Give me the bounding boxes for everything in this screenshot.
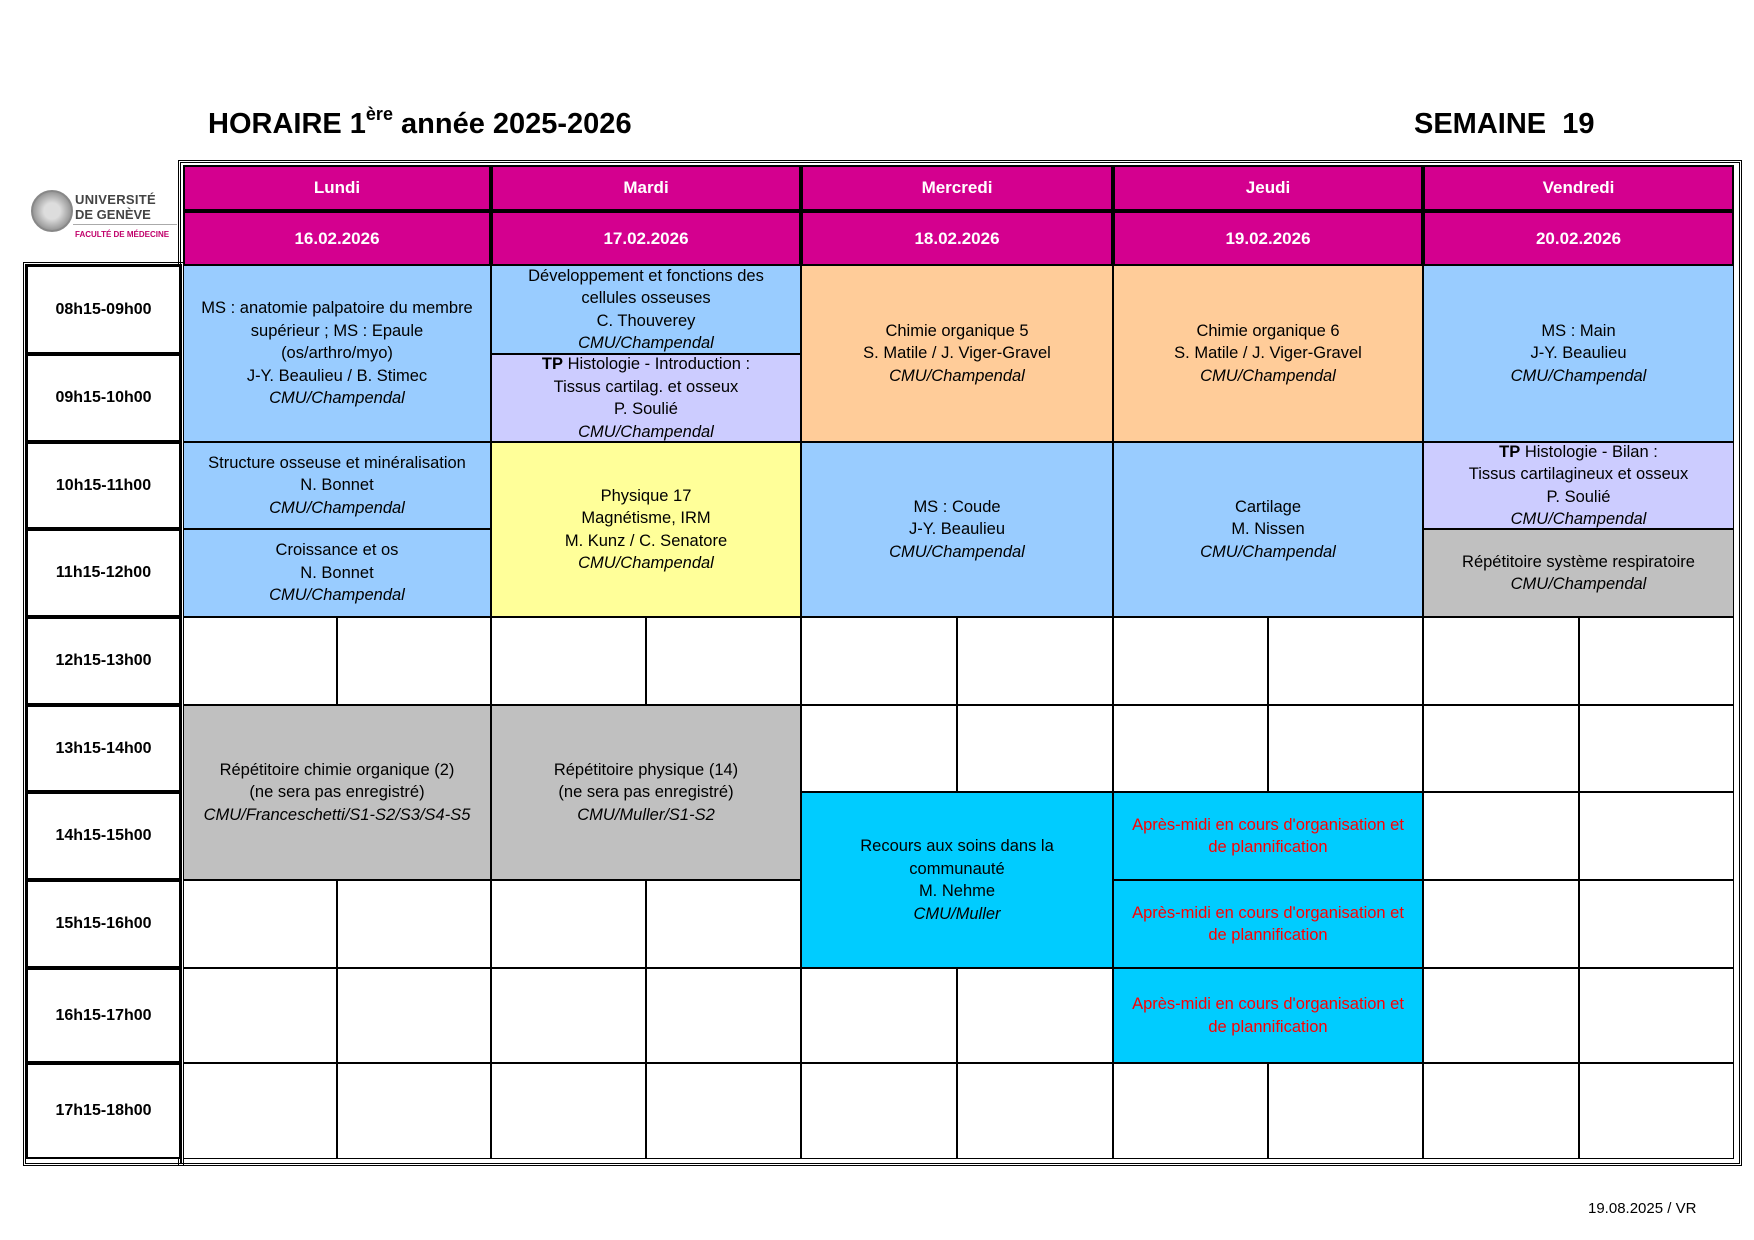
course-line <box>1174 342 1362 365</box>
course-line <box>565 530 727 553</box>
empty-slot[interactable] <box>646 1063 801 1159</box>
date-text: 19.02.2026 <box>1225 228 1311 248</box>
course-text: cellules osseuses <box>581 289 711 307</box>
day-header-lundi <box>183 165 491 211</box>
time-slot-label: 10h15-11h00 <box>26 442 181 529</box>
course-block[interactable] <box>491 442 801 617</box>
logo-line-2: DE GENÈVE <box>75 207 151 222</box>
course-line <box>554 376 739 399</box>
course-line <box>528 265 764 287</box>
empty-slot[interactable] <box>1423 880 1579 968</box>
empty-slot[interactable] <box>183 880 337 968</box>
course-text: N. Bonnet <box>300 476 374 495</box>
course-line <box>1132 993 1404 1016</box>
day-header-mercredi <box>801 165 1113 211</box>
course-text: N. Bonnet <box>300 563 374 582</box>
footer-revision: 19.08.2025 / VR <box>1588 1200 1697 1217</box>
tp-label: TP <box>1499 442 1521 461</box>
course-text: Croissance et os <box>275 541 399 560</box>
course-text: MS : Main <box>1541 321 1616 340</box>
university-seal-icon <box>31 190 73 232</box>
empty-slot[interactable] <box>183 1063 337 1159</box>
course-line <box>578 552 714 575</box>
day-name: Jeudi <box>1245 178 1291 197</box>
course-text: Chimie organique 6 <box>1196 321 1340 340</box>
course-block[interactable] <box>183 529 491 617</box>
course-block[interactable] <box>1113 265 1423 442</box>
course-line <box>1541 320 1615 343</box>
course-line <box>581 507 710 530</box>
course-text: S. Matile / J. Viger-Gravel <box>863 344 1051 363</box>
course-line <box>1196 320 1339 343</box>
course-text: J-Y. Beaulieu <box>1530 344 1627 363</box>
course-line <box>558 781 733 804</box>
course-text: CMU/Champendal <box>269 586 405 605</box>
course-text: M. Nehme <box>918 882 996 900</box>
empty-slot[interactable] <box>1113 1063 1268 1159</box>
course-text: Après-midi en cours d'organisation et <box>1132 995 1404 1013</box>
course-line <box>1208 924 1327 947</box>
title-main: HORAIRE 1 <box>208 108 366 140</box>
course-line <box>269 584 405 607</box>
course-line <box>269 497 405 520</box>
empty-slot[interactable] <box>491 617 646 705</box>
course-block[interactable] <box>801 265 1113 442</box>
course-line <box>1200 365 1336 388</box>
course-line <box>300 562 373 585</box>
empty-slot[interactable] <box>1579 880 1734 968</box>
empty-slot[interactable] <box>1113 705 1268 792</box>
empty-slot[interactable] <box>337 617 491 705</box>
course-text: Histologie - Bilan : <box>1520 442 1658 461</box>
course-text: P. Soulié <box>1546 487 1611 506</box>
course-text: Développement et fonctions des <box>528 266 764 285</box>
time-slot-label: 09h15-10h00 <box>26 354 181 442</box>
logo-divider <box>73 224 177 225</box>
course-text: M. Kunz / C. Senatore <box>564 531 728 550</box>
day-date <box>1113 211 1423 266</box>
course-line <box>909 858 1004 881</box>
course-block[interactable] <box>1423 265 1734 442</box>
date-text: 17.02.2026 <box>603 228 689 248</box>
course-text: (ne sera pas enregistré) <box>558 783 734 802</box>
course-line <box>269 387 405 410</box>
course-text: de plannification <box>1208 1017 1328 1036</box>
course-line <box>204 804 471 827</box>
course-text: Cartilage <box>1234 497 1302 516</box>
course-text: Répétitoire chimie organique (2) <box>219 760 455 779</box>
date-text: 20.02.2026 <box>1535 228 1622 248</box>
day-name: Vendredi <box>1542 178 1615 197</box>
empty-slot[interactable] <box>1423 1063 1579 1159</box>
page-title <box>208 104 632 141</box>
course-text: de plannification <box>1208 838 1328 856</box>
time-slot-label: 15h15-16h00 <box>26 880 181 968</box>
course-line <box>281 342 393 365</box>
course-line <box>554 759 738 782</box>
course-block[interactable] <box>1113 442 1423 617</box>
course-line <box>577 804 715 827</box>
tp-label: TP <box>541 355 563 373</box>
course-line <box>885 320 1028 343</box>
course-text: Chimie organique 5 <box>885 321 1029 340</box>
week-number: SEMAINE 19 <box>1414 108 1595 140</box>
title-superscript: ère <box>365 104 393 124</box>
course-text: S. Matile / J. Viger-Gravel <box>1174 344 1362 363</box>
course-text: CMU/Muller <box>913 904 1001 923</box>
course-line <box>1132 814 1404 837</box>
course-block[interactable] <box>491 705 801 880</box>
day-header-vendredi <box>1423 165 1734 211</box>
empty-slot[interactable] <box>183 968 337 1063</box>
course-line <box>1511 573 1647 596</box>
course-text: CMU/Champendal <box>578 422 714 441</box>
time-slot-label: 08h15-09h00 <box>26 265 181 354</box>
empty-slot[interactable] <box>1423 968 1579 1063</box>
course-text: CMU/Muller/S1-S2 <box>577 805 715 824</box>
course-block[interactable] <box>183 442 491 529</box>
time-slot-label: 14h15-15h00 <box>26 792 181 880</box>
empty-slot[interactable] <box>1579 792 1734 880</box>
course-text: CMU/Champendal <box>889 366 1025 385</box>
empty-slot[interactable] <box>1579 705 1734 792</box>
course-text: J-Y. Beaulieu / B. Stimec <box>246 366 428 385</box>
course-text: CMU/Champendal <box>1510 575 1647 593</box>
time-slot-label: 13h15-14h00 <box>26 705 181 792</box>
course-text: CMU/Champendal <box>1510 366 1647 385</box>
empty-slot[interactable] <box>1268 617 1423 705</box>
course-text: Recours aux soins dans la <box>860 837 1054 855</box>
course-block[interactable] <box>183 705 491 880</box>
course-line <box>578 332 714 354</box>
time-slot-label: 11h15-12h00 <box>26 529 181 617</box>
university-logo <box>31 190 179 246</box>
course-text: Magnétisme, IRM <box>581 509 711 527</box>
empty-slot[interactable] <box>646 880 801 968</box>
course-text: J-Y. Beaulieu <box>908 520 1005 539</box>
empty-slot[interactable] <box>1423 617 1579 705</box>
empty-slot[interactable] <box>183 617 337 705</box>
course-line <box>1208 1016 1327 1039</box>
course-text: Histologie - Introduction : <box>563 355 751 373</box>
course-text: CMU/Champendal <box>578 554 714 572</box>
course-text: M. Nissen <box>1231 520 1305 539</box>
course-text: CMU/Champendal <box>1200 542 1336 561</box>
course-block[interactable] <box>183 265 491 442</box>
course-line <box>542 354 750 376</box>
day-name: Lundi <box>313 178 361 197</box>
course-line <box>1208 836 1327 859</box>
course-line <box>1231 518 1304 541</box>
course-line <box>201 297 472 320</box>
course-line <box>1511 508 1647 529</box>
course-line <box>1469 463 1689 486</box>
course-block[interactable] <box>491 265 801 354</box>
course-line <box>249 781 424 804</box>
empty-slot[interactable] <box>1423 792 1579 880</box>
course-text: communauté <box>909 859 1005 878</box>
course-block[interactable] <box>1113 792 1423 880</box>
course-line <box>1547 486 1611 509</box>
course-block[interactable] <box>1113 880 1423 968</box>
course-line <box>919 880 995 903</box>
day-date <box>1423 211 1734 266</box>
empty-slot[interactable] <box>801 617 957 705</box>
course-line <box>1530 342 1626 365</box>
course-text: CMU/Champendal <box>269 389 405 408</box>
course-block[interactable] <box>801 442 1113 617</box>
course-line <box>860 835 1054 858</box>
course-text: Tissus cartilagineux et osseux <box>1468 465 1689 483</box>
day-date <box>491 211 801 266</box>
course-text: (os/arthro/myo) <box>281 344 393 363</box>
empty-slot[interactable] <box>337 880 491 968</box>
course-line <box>601 485 692 508</box>
time-slot-label: 12h15-13h00 <box>26 617 181 705</box>
course-line <box>913 903 1000 926</box>
course-text: Après-midi en cours d'organisation et <box>1132 903 1404 922</box>
course-text: CMU/Champendal <box>889 542 1025 561</box>
empty-slot[interactable] <box>646 617 801 705</box>
day-header-jeudi <box>1113 165 1423 211</box>
course-block[interactable] <box>1423 442 1734 529</box>
course-text: CMU/Champendal <box>269 498 405 517</box>
course-line <box>913 496 1000 519</box>
course-line <box>251 320 423 343</box>
course-line <box>300 474 373 497</box>
empty-slot[interactable] <box>1579 968 1734 1063</box>
course-text: CMU/Champendal <box>1200 366 1336 385</box>
course-text: Structure osseuse et minéralisation <box>208 453 466 472</box>
course-line <box>581 287 710 310</box>
course-text: C. Thouverey <box>596 311 696 330</box>
course-block[interactable] <box>491 354 801 442</box>
empty-slot[interactable] <box>1268 705 1423 792</box>
title-year: année 2025-2026 <box>392 108 632 140</box>
course-line <box>1132 902 1404 925</box>
empty-slot[interactable] <box>1113 617 1268 705</box>
day-name: Mardi <box>623 178 669 197</box>
day-date <box>801 211 1113 266</box>
course-text: MS : anatomie palpatoire du membre <box>201 299 473 318</box>
date-text: 16.02.2026 <box>294 228 380 248</box>
course-line <box>889 365 1025 388</box>
course-line <box>1462 551 1695 574</box>
time-slot-label: 17h15-18h00 <box>26 1063 181 1159</box>
course-line <box>276 539 399 562</box>
empty-slot[interactable] <box>1579 617 1734 705</box>
empty-slot[interactable] <box>801 1063 957 1159</box>
logo-faculty: FACULTÉ DE MÉDECINE <box>75 230 170 239</box>
course-text: CMU/Champendal <box>1510 510 1647 528</box>
empty-slot[interactable] <box>646 968 801 1063</box>
date-text: 18.02.2026 <box>914 228 1000 248</box>
course-block[interactable] <box>801 792 1113 968</box>
empty-slot[interactable] <box>801 705 957 792</box>
day-date <box>183 211 491 266</box>
course-text: supérieur ; MS : Epaule <box>250 321 424 340</box>
day-name: Mercredi <box>921 178 993 197</box>
empty-slot[interactable] <box>957 968 1113 1063</box>
course-text: CMU/Champendal <box>578 334 714 352</box>
course-line <box>578 421 714 443</box>
empty-slot[interactable] <box>337 1063 491 1159</box>
day-header-mardi <box>491 165 801 211</box>
empty-slot[interactable] <box>491 1063 646 1159</box>
course-line <box>1511 365 1647 388</box>
course-line <box>863 342 1051 365</box>
empty-slot[interactable] <box>957 617 1113 705</box>
empty-slot[interactable] <box>491 968 646 1063</box>
empty-slot[interactable] <box>957 705 1113 792</box>
course-block[interactable] <box>1113 968 1423 1063</box>
course-line <box>247 365 427 388</box>
logo-line-1: UNIVERSITÉ <box>75 192 157 207</box>
course-text: Répétitoire système respiratoire <box>1462 552 1695 571</box>
time-slot-label: 16h15-17h00 <box>26 968 181 1063</box>
course-text: MS : Coude <box>913 497 1001 516</box>
course-line <box>614 398 678 421</box>
course-text: CMU/Franceschetti/S1-S2/S3/S4-S5 <box>203 805 471 824</box>
course-line <box>1235 496 1301 519</box>
course-text: Physique 17 <box>600 486 692 505</box>
empty-slot[interactable] <box>801 968 957 1063</box>
empty-slot[interactable] <box>1579 1063 1734 1159</box>
course-line <box>889 541 1025 564</box>
course-text: (ne sera pas enregistré) <box>249 783 425 802</box>
course-text: P. Soulié <box>614 400 678 418</box>
course-text: Après-midi en cours d'organisation et <box>1132 815 1404 834</box>
empty-slot[interactable] <box>491 880 646 968</box>
empty-slot[interactable] <box>1268 1063 1423 1159</box>
course-line <box>1499 442 1658 463</box>
course-line <box>1200 541 1336 564</box>
empty-slot[interactable] <box>337 968 491 1063</box>
course-line <box>208 452 466 475</box>
course-line <box>220 759 455 782</box>
empty-slot[interactable] <box>957 1063 1113 1159</box>
course-line <box>909 518 1005 541</box>
course-text: de plannification <box>1208 926 1328 944</box>
course-block[interactable] <box>1423 529 1734 617</box>
empty-slot[interactable] <box>1423 705 1579 792</box>
course-line <box>597 310 696 333</box>
course-text: Répétitoire physique (14) <box>553 760 739 779</box>
course-text: Tissus cartilag. et osseux <box>553 377 739 396</box>
